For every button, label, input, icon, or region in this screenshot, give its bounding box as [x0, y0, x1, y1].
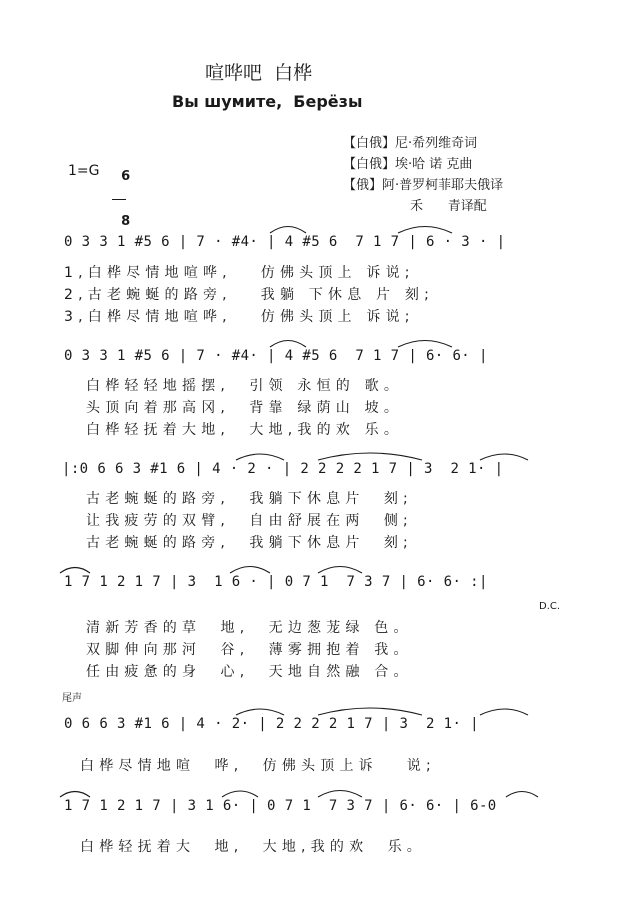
credit-lyricist: 【白俄】尼·希列维奇词 [343, 136, 478, 151]
system-2-verse-2: 头顶向着那高冈, 背靠 绿荫山 坡。 [86, 400, 404, 416]
system-1-verse-1: 1,白桦尽情地喧哗, 仿佛头顶上 诉说; [64, 265, 415, 281]
system-2-notes: 0 3 3 1 #5 6 | 7 · #4· | 4 #5 6 7 1 7 | 6· 6· | [64, 348, 488, 364]
key-signature: 1=G [68, 163, 100, 179]
system-3-verse-3: 古老蜿蜒的路旁, 我躺下休息片 刻; [86, 535, 413, 551]
coda-label: 尾声 [62, 693, 82, 704]
credit-russian-translator: 【俄】阿·普罗柯菲耶夫俄译 [343, 178, 504, 193]
slur [318, 567, 362, 574]
system-4-notes: 1 7 1 2 1 7 | 3 1 6 · | 0 7 1 7 3 7 | 6· 6· :| [64, 574, 488, 590]
slur [270, 227, 306, 234]
system-6-verse-1: 白桦轻抚着大 地, 大地,我的欢 乐。 [80, 839, 427, 855]
slur [398, 227, 452, 234]
system-1-verse-2: 2,古老蜿蜒的路旁, 我躺 下休息 片 刻; [64, 287, 435, 303]
system-4-verse-3: 任由疲惫的身 心, 天地自然融 合。 [86, 664, 413, 680]
system-6-notes: 1 7 1 2 1 7 | 3 1 6· | 0 7 1 7 3 7 | 6· 6· | 6-0 [64, 798, 497, 814]
credit-chinese-translator: 禾 青译配 [410, 199, 487, 214]
slur [236, 454, 284, 460]
system-2-verse-3: 白桦轻抚着大地, 大地,我的欢 乐。 [86, 422, 404, 438]
slur [318, 708, 422, 715]
slur [480, 709, 528, 715]
system-3-notes: |:0 6 6 3 #1 6 | 4 · 2 · | 2 2 2 2 1 7 | 3 2 1· | [62, 461, 504, 477]
slur [60, 792, 90, 798]
slur [60, 568, 90, 574]
time-signature-bottom: 8 [121, 214, 131, 229]
slur [222, 791, 258, 797]
time-signature-top: 6 [121, 169, 131, 184]
song-title-chinese: 喧哗吧 白桦 [205, 62, 313, 84]
system-4-verse-2: 双脚伸向那河 谷, 薄雾拥抱着 我。 [86, 642, 413, 658]
credit-composer: 【白俄】埃·哈 诺 克曲 [343, 157, 473, 172]
system-2-verse-1: 白桦轻轻地摇摆, 引领 永恒的 歌。 [86, 378, 404, 394]
system-4-verse-1: 清新芳香的草 地, 无边葱茏绿 色。 [86, 620, 413, 636]
slur [480, 454, 528, 460]
slur [398, 341, 452, 348]
system-1-notes: 0 3 3 1 #5 6 | 7 · #4· | 4 #5 6 7 1 7 | 6 · 3 · | [64, 234, 506, 250]
system-5-verse-1: 白桦尽情地喧 哗, 仿佛头顶上诉 说; [80, 758, 436, 774]
system-5-notes: 0 6 6 3 #1 6 | 4 · 2· | 2 2 2 2 1 7 | 3 2 1· | [64, 716, 479, 732]
slur [230, 567, 270, 574]
system-3-verse-1: 古老蜿蜒的路旁, 我躺下休息片 刻; [86, 491, 413, 507]
system-1-verse-3: 3,白桦尽情地喧哗, 仿佛头顶上 诉说; [64, 309, 415, 325]
da-capo-mark: D.C. [539, 601, 561, 612]
song-title-russian: Вы шумите, Берёзы [172, 92, 363, 111]
slur [318, 453, 422, 460]
slur [236, 709, 284, 715]
slur [506, 792, 538, 798]
slur [318, 791, 362, 798]
system-3-verse-2: 让我疲劳的双臂, 自由舒展在两 侧; [86, 513, 413, 529]
slur [270, 341, 306, 348]
